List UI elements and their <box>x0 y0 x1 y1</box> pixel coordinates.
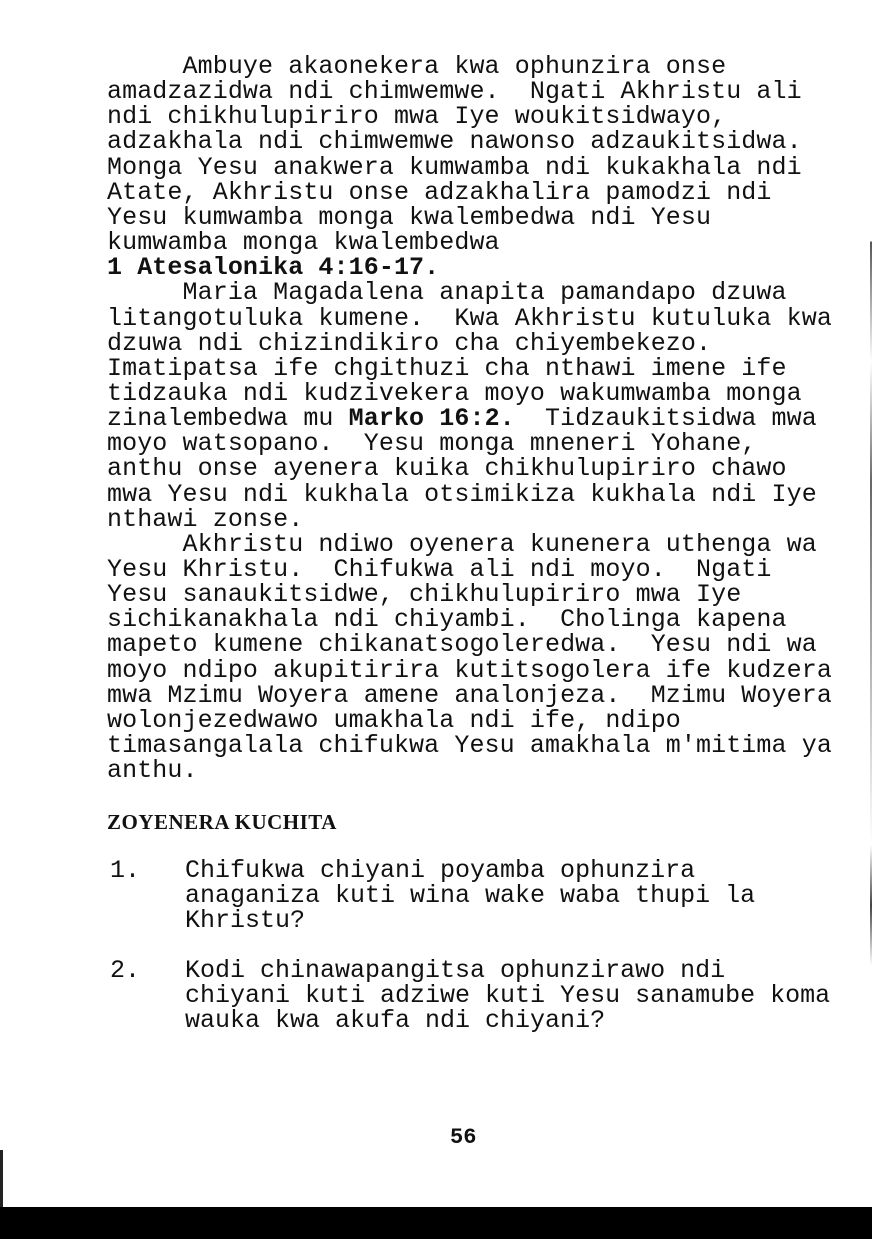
text-segment: Tidzaukitsidwa mwa <box>514 404 817 434</box>
scan-border-bottom <box>0 1207 872 1239</box>
text-segment: anthu. <box>107 756 198 786</box>
text-line <box>107 705 681 735</box>
text-segment: dzuwa ndi chizindikiro cha chiyembekezo. <box>107 328 712 358</box>
text-segment: nthawi zonse. <box>107 504 304 534</box>
question-number: 1. <box>110 856 141 885</box>
question-text-line: Khristu? <box>185 906 306 936</box>
question-text-line: Kodi chinawapangitsa ophunzirawo ndi <box>185 956 726 985</box>
text-segment: amadzazidwa ndi chimwemwe. Ngati Akhristu ali <box>107 77 802 107</box>
text-segment: timasangalala chifukwa Yesu amakhala m'mitima ya <box>107 731 832 761</box>
text-line <box>107 429 757 459</box>
text-segment: Yesu kumwamba monga kwalembedwa ndi Yesu <box>107 202 712 232</box>
text-line <box>107 278 787 308</box>
text-segment: tidzauka ndi kudzivekera moyo wakumwamba monga <box>107 378 802 408</box>
text-line <box>107 54 726 79</box>
text-line <box>107 328 712 358</box>
text-segment: Atate, Akhristu onse adzakhalira pamodzi ndi <box>107 177 772 207</box>
text-line <box>107 404 817 434</box>
text-line <box>107 557 772 582</box>
text-line <box>107 479 817 509</box>
text-line <box>107 77 802 107</box>
text-segment: adzakhala ndi chimwemwe nawonso adzaukitsidwa. <box>107 127 802 157</box>
scan-edge-left <box>0 1150 3 1210</box>
text-segment: mwa Mzimu Woyera amene analonjeza. Mzimu Woyera <box>107 680 832 710</box>
text-segment: litangotuluka kumene. Kwa Akhristu kutuluka kwa <box>107 303 832 333</box>
text-line <box>107 580 742 610</box>
text-line <box>107 228 500 258</box>
text-segment: Imatipatsa ife chgithuzi cha nthawi imene ife <box>107 353 787 383</box>
text-line <box>107 630 817 660</box>
section-heading: ZOYENERA KUCHITA <box>107 810 337 834</box>
page-number: 56 <box>450 1125 477 1150</box>
question-text-line: anaganiza kuti wina wake waba thupi la <box>185 881 756 911</box>
text-segment: Yesu sanaukitsidwe, chikhulupiriro mwa Iye <box>107 580 742 610</box>
text-segment: Akhristu ndiwo oyenera kunenera uthenga wa <box>107 529 817 559</box>
text-line <box>107 102 727 132</box>
scripture-reference: Marko 16:2. <box>348 404 515 434</box>
text-line <box>107 303 832 333</box>
text-line <box>107 529 817 559</box>
text-line <box>107 152 802 182</box>
text-line <box>107 378 802 408</box>
text-line <box>107 253 440 283</box>
text-segment: wolonjezedwawo umakhala ndi ife, ndipo <box>107 705 681 735</box>
text-segment: moyo watsopano. Yesu monga mneneri Yohane, <box>107 429 757 459</box>
question-text-line: chiyani kuti adziwe kuti Yesu sanamube koma <box>185 981 831 1011</box>
text-line <box>107 605 787 635</box>
text-segment: Yesu Khristu. Chifukwa ali ndi moyo. Ngati <box>107 555 772 584</box>
text-segment: Monga Yesu anakwera kumwamba ndi kukakhala ndi <box>107 152 802 182</box>
text-segment: moyo ndipo akupitirira kutitsogolera ife kudzera <box>107 655 832 685</box>
text-line <box>107 756 198 786</box>
text-line <box>107 177 772 207</box>
question-text-line: Chifukwa chiyani poyamba ophunzira <box>185 856 696 885</box>
text-line <box>107 202 712 232</box>
question-text-line: wauka kwa akufa ndi chiyani? <box>185 1006 606 1036</box>
text-line <box>107 655 832 685</box>
text-segment: zinalembedwa mu <box>107 404 349 434</box>
text-line <box>107 353 787 383</box>
text-segment: anthu onse ayenera kuika chikhulupiriro chawo <box>107 454 787 484</box>
text-line <box>107 454 787 484</box>
text-segment: mwa Yesu ndi kukhala otsimikiza kukhala ndi Iye <box>107 479 817 509</box>
text-line <box>107 731 832 761</box>
text-segment: mapeto kumene chikanatsogoleredwa. Yesu ndi wa <box>107 630 817 660</box>
text-line <box>107 504 304 534</box>
question-number: 2. <box>110 956 141 985</box>
text-segment: Maria Magadalena anapita pamandapo dzuwa <box>107 278 787 308</box>
text-line <box>107 680 832 710</box>
scripture-reference: 1 Atesalonika 4:16-17. <box>107 253 440 283</box>
text-segment: ndi chikhulupiriro mwa Iye woukitsidwayo, <box>107 102 727 132</box>
text-line <box>107 127 802 157</box>
text-segment: kumwamba monga kwalembedwa <box>107 228 500 258</box>
text-segment: Ambuye akaonekera kwa ophunzira onse <box>107 52 727 81</box>
text-segment: sichikanakhala ndi chiyambi. Cholinga kapena <box>107 605 787 635</box>
